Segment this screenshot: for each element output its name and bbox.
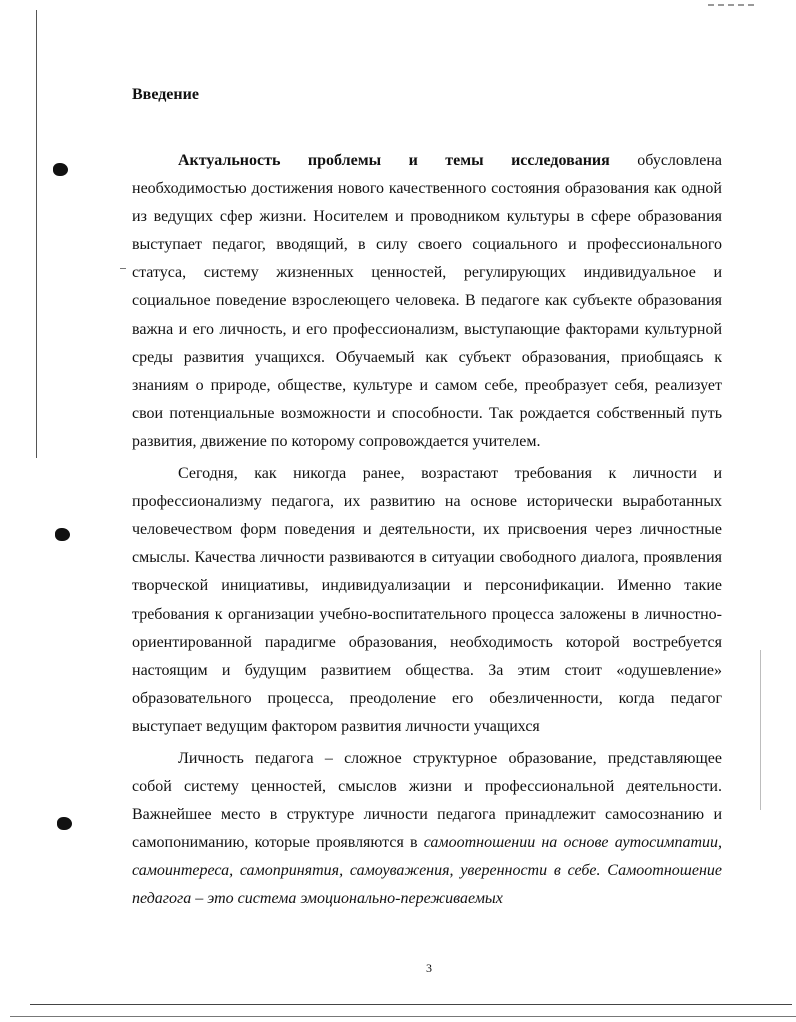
scan-bottom-edge-outer xyxy=(10,1016,796,1017)
punch-hole-mark xyxy=(57,817,72,830)
scan-edge-line-right xyxy=(760,650,761,810)
page-content xyxy=(132,83,722,914)
scan-edge-line xyxy=(36,10,37,458)
teacher-personality-text: Личность педагога – сложное структурное образование, представляющее собой систему ценностей, смыслов жизни и профессиональной деятельности. Важнейшее место в структуре личности педагога принадлежит самосознанию и самопониманию, которые проявляются в xyxy=(132,749,722,852)
self-attitude-text: самоотношении на основе аутосимпатии, самоинтереса, самопринятия, самоуважения, уверенности в себе. Самоотношение педагога – это система эмоционально-переживаемых xyxy=(132,834,723,908)
punch-hole-mark xyxy=(53,163,68,176)
punch-hole-mark xyxy=(55,528,70,541)
paragraph-requirements: Сегодня, как никогда ранее, возрастают требования к личности и профессионализму педагога, их развитию на основе исторически выработанных человечеством форм поведения и деятельности, их присвоения через личностные смыслы. Качества личности развиваются в ситуации свободного диалога, проявления творческой инициативы, индивидуализации и персонификации. Именно такие требования к организации учебно-воспитательного процесса заложены в личностно-ориентированной парадигме образования, необходимость которой востребуется настоящим и будущим развитием общества. За этим стоит «одушевление» образовательного процесса, преодоление его обезличенности, когда педагог выступает ведущим фактором развития личности учащихся xyxy=(132,465,722,735)
relevance-text: обусловлена необходимостью достижения нового качественного состояния образования как одной из ведущих сфер жизни. Носителем и проводником культуры в сфере образования выступает педагог, вводящий, в силу своего социального и профессионального статуса, систему жизненных ценностей, регулирующих индивидуальное и социальное поведение взрослеющего человека. В педагоге как субъекте образования важна и его личность, и его профессионализм, выступающие факторами культурной среды развития учащихся. Обучаемый как субъект образования, приобщаясь к знаниям о природе, обществе, культуре и самом себе, преобразует себя, реализует свои потенциальные возможности и способности. Так рождается собственный путь развития, движение по которому сопровождается учителем. xyxy=(132,152,722,450)
relevance-lead: Актуальность проблемы и темы исследования xyxy=(178,152,610,169)
page-number: 3 xyxy=(426,961,432,975)
scan-bottom-edge xyxy=(30,1004,792,1005)
paragraph-relevance xyxy=(132,147,722,456)
section-heading: Введение xyxy=(132,86,199,103)
scan-mark-top xyxy=(708,4,754,8)
paragraph-teacher-personality xyxy=(132,745,722,914)
scan-mark xyxy=(120,268,126,269)
